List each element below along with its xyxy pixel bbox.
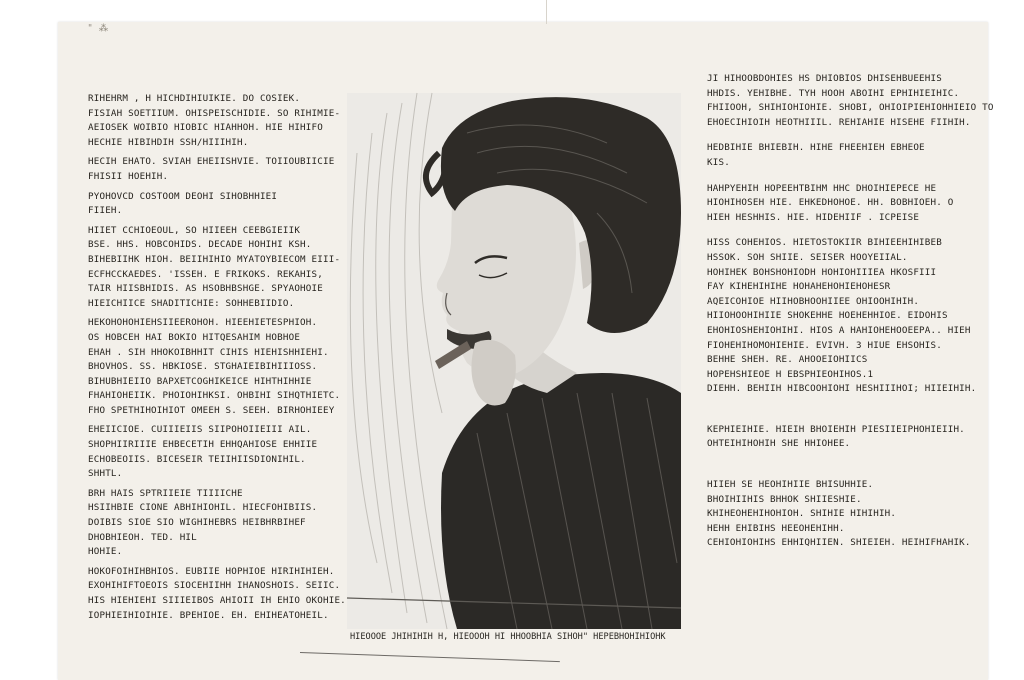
text-line: DHOBHIEOH. TED. HIL [88, 531, 197, 543]
paragraph [88, 316, 341, 418]
portrait-illustration [347, 93, 681, 629]
portrait-drawing [347, 93, 681, 629]
text-line: TAIR HIISBHIDIS. AS HSOBHBSHGE. SPYAOHOIE [88, 283, 323, 295]
text-line: ECHOBEOIIS. BICESEIR TEIIHIISDIONIHIL. [88, 453, 306, 465]
text-line: KHIHEOHEHIHOHIOH. SHIHIE HIHIHIH. [707, 508, 897, 520]
paragraph [88, 224, 341, 312]
text-line: JI HIHOOBDOHIES HS DHIOBIOS DHISEHBUEEHIS [707, 73, 942, 84]
text-line: ECFHCCKAEDES. 'ISSEH. E FRIKOKS. REKAHIS, [88, 268, 323, 280]
text-line: EHOHIOSHEHIOHIHI. HIOS A HAHIOHEHOOEEPA.. HIEH [707, 324, 971, 336]
text-line: OHTEIHIHOHIH SHE HHIOHEE. [707, 438, 851, 450]
text-line: HSIIHBIE CIONE ABHIHIOHIL. HIECFOHIBIIS. [88, 502, 318, 514]
text-line: HIIOHOOHIHIIE SHOKEHHE HOEHEHHIOE. EIDOHIS [707, 310, 948, 322]
text-line: OS HOBCEH HAI BOKIO HITQESAHIM HOBHOE [88, 331, 301, 343]
text-line: BIHEBIIHK HIOH. BEIIHIHIO MYATOYBIECOM EIII- [88, 253, 341, 265]
text-line: DOIBIS SIOE SIO WIGHIHEBRS HEIBHRBIHEF [88, 517, 306, 529]
text-line: BHOVHOS. SS. HBKIOSE. STGHAIEIBIHIIIOSS. [88, 361, 318, 373]
paragraph [88, 155, 335, 184]
text-line: IOPHIEIHIOIHIE. BPEHIOE. EH. EHIHEATOHEIL. [88, 609, 329, 621]
header-marks: " ⁂ [88, 24, 111, 34]
text-line: EXOHIHIFTOEOIS SIOCEHIIHH IHANOSHOIS. SEIIC. [88, 580, 341, 592]
text-line: SHOPHIIRIIIE EHBECETIH EHHQAHIOSE EHHIIE [88, 439, 318, 451]
text-line: BRH HAIS SPTRIIEIE TIIIICHE [88, 487, 243, 499]
text-line: KEPHIEIHIE. HIEIH BHOIEHIH PIESIIEIPHOHIEIIH. [707, 423, 965, 435]
text-line: FHISII HOEHIH. [88, 170, 169, 182]
paragraph [88, 423, 328, 481]
text-line: HOPEHSHIEOE H EBSPHIEOHIHOS.1 [707, 368, 874, 380]
text-line: HEHH EHIBIHS HEEOHEHIHH. [707, 522, 845, 534]
paragraph [707, 141, 955, 170]
page-fold-line [546, 0, 547, 24]
text-line: AQEICOHIOE HIIHOBHOOHIIEE OHIOOHIHIH. [707, 295, 920, 307]
paragraph [88, 92, 341, 150]
text-line: FHO SPETHIHOIHIOT OMEEH S. SEEH. BIRHOHIEEY [88, 404, 335, 416]
paragraph [707, 423, 965, 452]
text-line: PYOHOVCD COSTOOM DEOHI SIHOBHHIEI [88, 190, 278, 202]
text-line: HIIET CCHIOEOUL, SO HIIEEH CEEBGIEIIK [88, 224, 301, 236]
text-line: HIOHIHOSEH HIE. EHKEDHOHOE. HH. BOBHIOEH. O [707, 197, 954, 209]
text-line: FHIIOOH, SHIHIOHIOHIE. SHOBI, OHIOIPIEHIOHHIEIO TO [707, 102, 994, 114]
paragraph [707, 182, 955, 226]
left-text-column [88, 92, 346, 628]
paragraph [88, 190, 328, 219]
text-line: HHDIS. YEHIBHE. TYH HOOH ABOIHI EPHIHIEIHIC. [707, 87, 960, 99]
paragraph [88, 487, 328, 560]
text-line: HOHIE. [88, 546, 123, 558]
text-line: FISIAH SOETIIUM. OHISPEISCHIDIE. SO RIHIMIE- [88, 107, 341, 119]
paragraph [88, 565, 346, 623]
text-line: HIS HIEHIEHI SIIIEIBOS AHIOII IH EHIO OKOHIE. [88, 595, 346, 606]
text-line: FIOHEHIHOMOHIEHIE. EVIVH. 3 HIUE EHSOHIS. [707, 339, 942, 351]
paragraph [707, 478, 971, 551]
text-line: HSSOK. SOH SHIIE. SEISER HOOYEIIAL. [707, 251, 908, 263]
illustration-caption: HIEOOOE JHIHIHIH H, HIEOOOH HI HHOOBHIA SIHOH" HEPEBHOHIHIOHK [350, 632, 666, 642]
text-line: BHOIHIIHIS BHHOK SHIIESHIE. [707, 493, 862, 505]
text-line: FHAHIOHEIIK. PHOIOHIHKSI. OHBIHI SIHQTHIETC. [88, 390, 341, 402]
text-line: EHOECIHIOIH HEOTHIIIL. REHIAHIE HISEHE FIIHIH. [707, 116, 971, 128]
text-line: FIIEH. [88, 205, 123, 217]
text-line: HEDBIHIE BHIEBIH. HIHE FHEEHIEH EBHEOE [707, 142, 925, 154]
text-line: SHHTL. [88, 468, 123, 480]
text-line: BIHUBHIEIIO BAPXETCOGHIKEICE HIHTHIHHIE [88, 375, 312, 387]
text-line: KIS. [707, 156, 730, 168]
text-line: HOKOFOIHIHBHIOS. EUBIIE HOPHIOE HIRIHIHIEH. [88, 565, 335, 577]
text-line: HECHIE HIBIHDIH SSH/HIIIHIH. [88, 136, 249, 148]
text-line: HIEH HESHHIS. HIE. HIDEHIIF . ICPEISE [707, 211, 920, 223]
right-text-column [707, 72, 994, 562]
paragraph [707, 72, 994, 130]
text-line: EHAH . SIH HHOKOIBHHIT CIHIS HIEHISHHIEHI. [88, 346, 329, 358]
text-line: HECIH EHATO. SVIAH EHEIISHVIE. TOIIOUBIICIE [88, 156, 335, 168]
text-line: RIHEHRM , H HICHDIHIUIKIE. DO COSIEK. [88, 93, 301, 104]
text-line: HOHIHEK BOHSHOHIODH HOHIOHIIIEA HKOSFIII [707, 266, 937, 278]
text-line: HISS COHEHIOS. HIETOSTOKIIR BIHIEEHIHIBEB [707, 237, 942, 249]
text-line: CEHIOHIOHIHS EHHIQHIIEN. SHIEIEH. HEIHIFHAHIK. [707, 537, 971, 549]
paragraph [707, 236, 977, 397]
text-line: BSE. HHS. HOBCOHIDS. DECADE HOHIHI KSH. [88, 239, 312, 251]
text-line: HIIEH SE HEOHIHIIE BHISUHHIE. [707, 479, 874, 491]
text-line: BEHHE SHEH. RE. AHOOEIOHIICS [707, 354, 868, 366]
text-line: AEIOSEK WOIBIO HIOBIC HIAHHOH. HIE HIHIFO [88, 122, 323, 134]
text-line: HIEICHIICE SHADITICHIE: SOHHEBIIDIO. [88, 297, 295, 309]
text-line: FAY KIHEHIHIHE HOHAHEHOHIEHOHESR [707, 281, 891, 293]
text-line: HAHPYEHIH HOPEEHTBIHM HHC DHOIHIEPECE HE [707, 182, 937, 194]
text-line: DIEHH. BEHIIH HIBCOOHIOHI HESHIIIHOI; HIIEIHIH. [707, 383, 977, 395]
text-line: EHEIICIOE. CUIIIEIIS SIIPOHOIIEIII AIL. [88, 424, 312, 436]
text-line: HEKOHOHOHIEHSIIEEROHOH. HIEEHIETESPHIOH. [88, 317, 318, 329]
